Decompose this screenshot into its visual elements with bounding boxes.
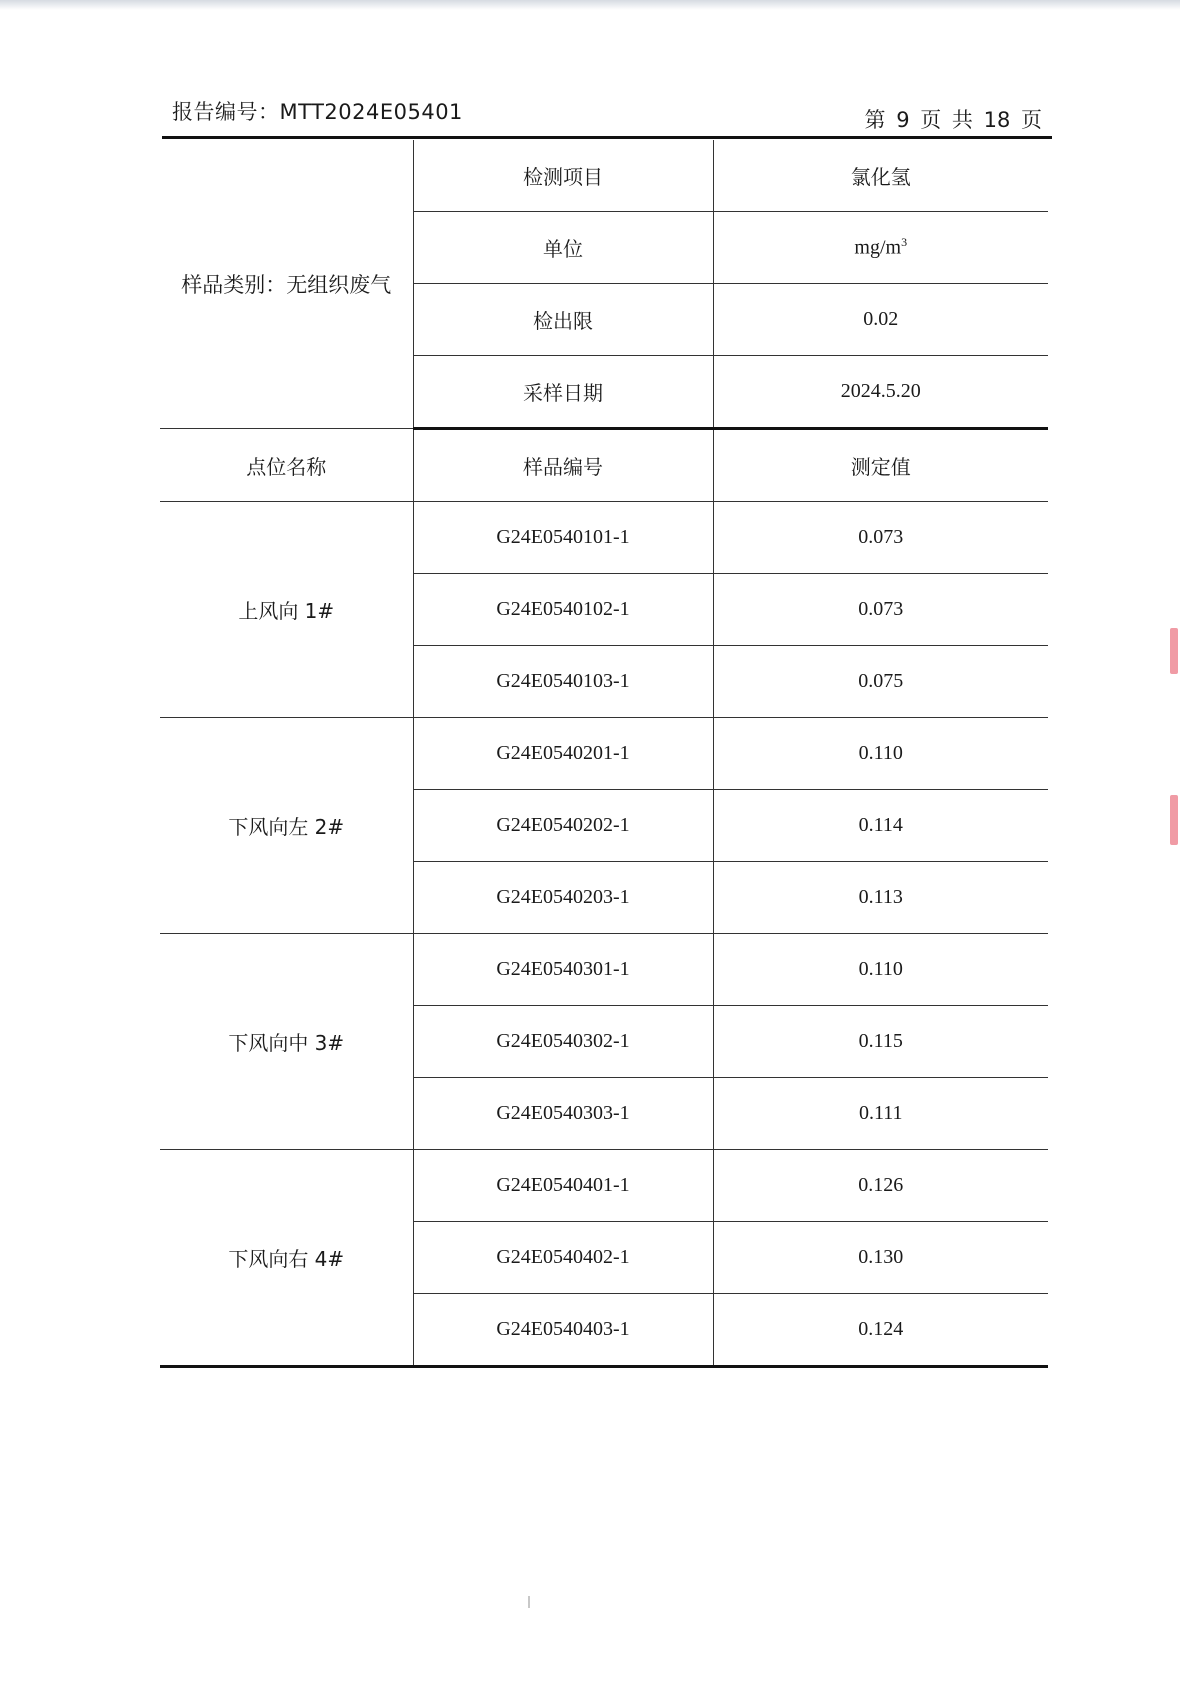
measured-value: 0.124: [713, 1294, 1048, 1367]
sample-id: G24E0540401-1: [413, 1150, 713, 1222]
column-header-row: [160, 429, 1048, 502]
sample-id: G24E0540201-1: [413, 718, 713, 790]
measured-value: 0.114: [713, 790, 1048, 862]
info-row: [160, 140, 1048, 212]
sample-id: G24E0540302-1: [413, 1006, 713, 1078]
sample-id: G24E0540403-1: [413, 1294, 713, 1367]
site-name: 上风向 1#: [160, 502, 413, 718]
sample-id: G24E0540101-1: [413, 502, 713, 574]
measured-value: 0.115: [713, 1006, 1048, 1078]
sample-id: G24E0540202-1: [413, 790, 713, 862]
footer-mark: [528, 1596, 530, 1608]
page-indicator: 第 9 页 共 18 页: [864, 108, 1042, 132]
column-header-site: 点位名称: [160, 429, 413, 502]
seal-fragment: [1170, 795, 1178, 845]
info-label: 单位: [413, 212, 713, 284]
measured-value: 0.126: [713, 1150, 1048, 1222]
report-number: 报告编号：MTT2024E05401: [172, 100, 463, 124]
site-name: 下风向左 2#: [160, 718, 413, 934]
measured-value: 0.111: [713, 1078, 1048, 1150]
sample-id: G24E0540303-1: [413, 1078, 713, 1150]
sample-id: G24E0540402-1: [413, 1222, 713, 1294]
site-name: 下风向中 3#: [160, 934, 413, 1150]
measured-value: 0.130: [713, 1222, 1048, 1294]
table-row: [160, 934, 1048, 1006]
column-header-value: 测定值: [713, 429, 1048, 502]
measured-value: 0.113: [713, 862, 1048, 934]
table-row: [160, 1150, 1048, 1222]
sample-id: G24E0540301-1: [413, 934, 713, 1006]
table-row: [160, 502, 1048, 574]
info-value: 0.02: [713, 284, 1048, 356]
measured-value: 0.073: [713, 574, 1048, 646]
sample-id: G24E0540103-1: [413, 646, 713, 718]
seal-fragment: [1170, 628, 1178, 674]
measured-value: 0.073: [713, 502, 1048, 574]
measured-value: 0.110: [713, 934, 1048, 1006]
sample-id: G24E0540203-1: [413, 862, 713, 934]
info-label: 检出限: [413, 284, 713, 356]
info-label: 采样日期: [413, 356, 713, 429]
sample-id: G24E0540102-1: [413, 574, 713, 646]
site-name: 下风向右 4#: [160, 1150, 413, 1367]
table-row: [160, 718, 1048, 790]
column-header-sample-id: 样品编号: [413, 429, 713, 502]
unit-text: mg/m: [854, 236, 902, 259]
info-value: 2024.5.20: [713, 356, 1048, 429]
results-table: [160, 140, 1048, 1368]
header-rule: [162, 136, 1052, 139]
page-top-edge: [0, 0, 1180, 10]
info-value: 氯化氢: [713, 140, 1048, 212]
data-body: [160, 502, 1048, 1367]
unit-superscript: 3: [901, 235, 908, 250]
sample-category: 样品类别：无组织废气: [160, 140, 413, 429]
info-value: [713, 212, 1048, 284]
measured-value: 0.110: [713, 718, 1048, 790]
info-label: 检测项目: [413, 140, 713, 212]
measured-value: 0.075: [713, 646, 1048, 718]
